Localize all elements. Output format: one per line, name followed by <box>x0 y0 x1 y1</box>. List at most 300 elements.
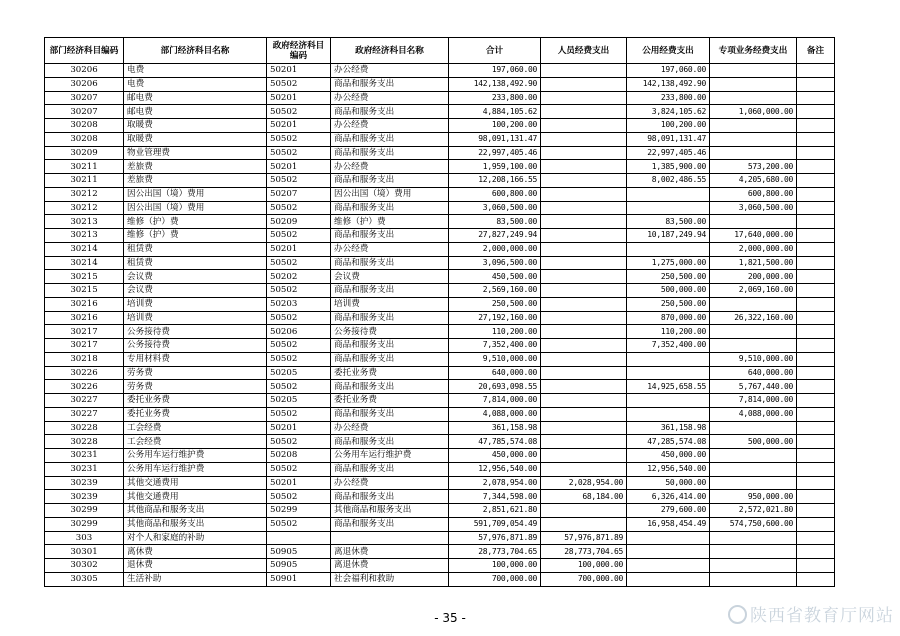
cell-gov-code <box>267 531 331 545</box>
cell-dept-code: 30216 <box>45 297 124 311</box>
cell-public: 197,060.00 <box>627 64 710 78</box>
cell-gov-name: 办公经费 <box>331 91 449 105</box>
cell-total: 450,000.00 <box>449 449 541 463</box>
cell-total: 2,000,000.00 <box>449 242 541 256</box>
cell-dept-code: 30206 <box>45 77 124 91</box>
cell-public: 1,275,000.00 <box>627 256 710 270</box>
table-row <box>45 490 835 504</box>
cell-total: 640,000.00 <box>449 366 541 380</box>
cell-remark <box>797 421 835 435</box>
cell-remark <box>797 160 835 174</box>
cell-dept-code: 30227 <box>45 407 124 421</box>
cell-gov-name: 商品和服务支出 <box>331 490 449 504</box>
cell-dept-code: 30207 <box>45 105 124 119</box>
table-row <box>45 91 835 105</box>
cell-dept-code: 30305 <box>45 572 124 586</box>
cell-personnel <box>541 517 627 531</box>
cell-special <box>710 572 797 586</box>
cell-gov-name <box>331 531 449 545</box>
cell-gov-name: 办公经费 <box>331 476 449 490</box>
cell-personnel: 28,773,704.65 <box>541 545 627 559</box>
cell-special <box>710 325 797 339</box>
cell-dept-code: 30215 <box>45 270 124 284</box>
cell-gov-name: 商品和服务支出 <box>331 311 449 325</box>
cell-dept-name: 邮电费 <box>124 105 267 119</box>
cell-gov-code: 50905 <box>267 545 331 559</box>
table-row <box>45 572 835 586</box>
cell-gov-name: 商品和服务支出 <box>331 284 449 298</box>
cell-personnel <box>541 91 627 105</box>
cell-gov-name: 商品和服务支出 <box>331 174 449 188</box>
cell-special <box>710 77 797 91</box>
cell-dept-code: 30206 <box>45 64 124 78</box>
cell-public: 8,002,486.55 <box>627 174 710 188</box>
cell-public: 98,091,131.47 <box>627 132 710 146</box>
cell-dept-code: 30214 <box>45 242 124 256</box>
cell-gov-name: 商品和服务支出 <box>331 407 449 421</box>
cell-dept-name: 会议费 <box>124 270 267 284</box>
table-row <box>45 476 835 490</box>
cell-personnel <box>541 339 627 353</box>
cell-public: 1,385,900.00 <box>627 160 710 174</box>
cell-total: 22,997,405.46 <box>449 146 541 160</box>
cell-personnel <box>541 352 627 366</box>
cell-personnel <box>541 201 627 215</box>
table-row <box>45 339 835 353</box>
cell-special <box>710 476 797 490</box>
cell-total: 9,510,000.00 <box>449 352 541 366</box>
cell-personnel <box>541 105 627 119</box>
cell-total: 7,814,000.00 <box>449 394 541 408</box>
cell-gov-code: 50502 <box>267 284 331 298</box>
cell-gov-name: 办公经费 <box>331 160 449 174</box>
cell-total: 28,773,704.65 <box>449 545 541 559</box>
cell-gov-name: 商品和服务支出 <box>331 380 449 394</box>
cell-public: 6,326,414.00 <box>627 490 710 504</box>
cell-remark <box>797 407 835 421</box>
cell-dept-name: 差旅费 <box>124 160 267 174</box>
cell-remark <box>797 352 835 366</box>
cell-gov-code: 50502 <box>267 352 331 366</box>
cell-personnel <box>541 187 627 201</box>
table-row <box>45 242 835 256</box>
cell-personnel <box>541 132 627 146</box>
cell-gov-name: 商品和服务支出 <box>331 256 449 270</box>
cell-gov-name: 商品和服务支出 <box>331 462 449 476</box>
cell-public: 83,500.00 <box>627 215 710 229</box>
cell-special: 2,572,021.80 <box>710 504 797 518</box>
cell-remark <box>797 77 835 91</box>
cell-gov-code: 50502 <box>267 77 331 91</box>
cell-total: 4,088,000.00 <box>449 407 541 421</box>
cell-total: 12,208,166.55 <box>449 174 541 188</box>
cell-special: 500,000.00 <box>710 435 797 449</box>
table-row <box>45 545 835 559</box>
cell-dept-code: 30213 <box>45 215 124 229</box>
cell-public <box>627 559 710 573</box>
cell-remark <box>797 545 835 559</box>
table-row <box>45 394 835 408</box>
cell-dept-code: 30217 <box>45 339 124 353</box>
cell-dept-name: 维修（护）费 <box>124 229 267 243</box>
cell-total: 600,800.00 <box>449 187 541 201</box>
table-row <box>45 407 835 421</box>
cell-dept-name: 对个人和家庭的补助 <box>124 531 267 545</box>
header-dept-name: 部门经济科目名称 <box>124 38 267 64</box>
cell-personnel <box>541 242 627 256</box>
cell-remark <box>797 242 835 256</box>
cell-public: 142,138,492.90 <box>627 77 710 91</box>
table-row <box>45 77 835 91</box>
table-row <box>45 421 835 435</box>
header-row <box>45 38 835 64</box>
cell-gov-code: 50205 <box>267 366 331 380</box>
cell-public: 7,352,400.00 <box>627 339 710 353</box>
cell-dept-code: 30218 <box>45 352 124 366</box>
cell-gov-name: 培训费 <box>331 297 449 311</box>
cell-dept-code: 30299 <box>45 504 124 518</box>
cell-remark <box>797 297 835 311</box>
cell-personnel <box>541 394 627 408</box>
cell-dept-code: 30231 <box>45 462 124 476</box>
cell-total: 83,500.00 <box>449 215 541 229</box>
cell-gov-code: 50205 <box>267 394 331 408</box>
cell-dept-code: 30226 <box>45 380 124 394</box>
cell-dept-name: 委托业务费 <box>124 407 267 421</box>
cell-total: 27,192,160.00 <box>449 311 541 325</box>
cell-public <box>627 242 710 256</box>
table-row <box>45 215 835 229</box>
cell-public: 100,200.00 <box>627 119 710 133</box>
cell-special: 1,060,000.00 <box>710 105 797 119</box>
table-row <box>45 146 835 160</box>
cell-remark <box>797 476 835 490</box>
cell-gov-code: 50502 <box>267 435 331 449</box>
cell-public <box>627 531 710 545</box>
cell-remark <box>797 270 835 284</box>
watermark-logo-icon <box>728 605 747 624</box>
table-row <box>45 64 835 78</box>
cell-gov-code: 50905 <box>267 559 331 573</box>
cell-dept-code: 30215 <box>45 284 124 298</box>
cell-remark <box>797 504 835 518</box>
table-row <box>45 132 835 146</box>
table-row <box>45 297 835 311</box>
cell-gov-name: 办公经费 <box>331 421 449 435</box>
cell-total: 100,000.00 <box>449 559 541 573</box>
cell-gov-name: 商品和服务支出 <box>331 352 449 366</box>
cell-gov-name: 离退休费 <box>331 559 449 573</box>
cell-gov-code: 50502 <box>267 311 331 325</box>
cell-dept-name: 物业管理费 <box>124 146 267 160</box>
cell-dept-name: 会议费 <box>124 284 267 298</box>
table-row <box>45 270 835 284</box>
cell-dept-name: 公务接待费 <box>124 325 267 339</box>
cell-personnel <box>541 435 627 449</box>
cell-dept-code: 30216 <box>45 311 124 325</box>
cell-total: 12,956,540.00 <box>449 462 541 476</box>
cell-dept-code: 30228 <box>45 435 124 449</box>
cell-gov-code: 50201 <box>267 421 331 435</box>
cell-dept-name: 电费 <box>124 64 267 78</box>
cell-gov-code: 50203 <box>267 297 331 311</box>
cell-public: 361,158.98 <box>627 421 710 435</box>
cell-special: 2,069,160.00 <box>710 284 797 298</box>
table-row <box>45 435 835 449</box>
cell-remark <box>797 572 835 586</box>
cell-special: 573,200.00 <box>710 160 797 174</box>
cell-special: 574,750,600.00 <box>710 517 797 531</box>
cell-dept-code: 303 <box>45 531 124 545</box>
table-row <box>45 119 835 133</box>
cell-dept-name: 取暖费 <box>124 119 267 133</box>
cell-dept-code: 30212 <box>45 201 124 215</box>
cell-remark <box>797 64 835 78</box>
cell-dept-code: 30207 <box>45 91 124 105</box>
cell-total: 250,500.00 <box>449 297 541 311</box>
cell-public: 450,000.00 <box>627 449 710 463</box>
cell-special: 5,767,440.00 <box>710 380 797 394</box>
header-dept-code: 部门经济科目编码 <box>45 38 124 64</box>
table-row <box>45 449 835 463</box>
cell-public: 250,500.00 <box>627 270 710 284</box>
table-row <box>45 105 835 119</box>
cell-gov-code: 50209 <box>267 215 331 229</box>
cell-dept-name: 劳务费 <box>124 380 267 394</box>
cell-public <box>627 352 710 366</box>
cell-dept-name: 其他交通费用 <box>124 476 267 490</box>
cell-remark <box>797 435 835 449</box>
cell-dept-name: 公务接待费 <box>124 339 267 353</box>
cell-public: 870,000.00 <box>627 311 710 325</box>
cell-personnel <box>541 366 627 380</box>
cell-gov-name: 商品和服务支出 <box>331 339 449 353</box>
cell-public: 3,824,105.62 <box>627 105 710 119</box>
cell-personnel: 57,976,871.89 <box>541 531 627 545</box>
cell-personnel <box>541 270 627 284</box>
header-gov-name: 政府经济科目名称 <box>331 38 449 64</box>
cell-dept-code: 30226 <box>45 366 124 380</box>
cell-public: 22,997,405.46 <box>627 146 710 160</box>
cell-gov-name: 维修（护）费 <box>331 215 449 229</box>
cell-personnel: 68,184.00 <box>541 490 627 504</box>
cell-gov-code: 50201 <box>267 242 331 256</box>
cell-public: 12,956,540.00 <box>627 462 710 476</box>
cell-special <box>710 559 797 573</box>
cell-personnel <box>541 146 627 160</box>
cell-gov-code: 50502 <box>267 146 331 160</box>
cell-public: 110,200.00 <box>627 325 710 339</box>
cell-remark <box>797 215 835 229</box>
cell-total: 3,060,500.00 <box>449 201 541 215</box>
cell-total: 110,200.00 <box>449 325 541 339</box>
cell-special <box>710 421 797 435</box>
cell-dept-name: 因公出国（境）费用 <box>124 187 267 201</box>
cell-gov-name: 委托业务费 <box>331 394 449 408</box>
cell-special: 640,000.00 <box>710 366 797 380</box>
cell-public <box>627 545 710 559</box>
cell-remark <box>797 380 835 394</box>
cell-special <box>710 449 797 463</box>
cell-personnel <box>541 297 627 311</box>
cell-total: 47,785,574.08 <box>449 435 541 449</box>
cell-personnel <box>541 256 627 270</box>
cell-special <box>710 215 797 229</box>
cell-remark <box>797 132 835 146</box>
cell-personnel <box>541 380 627 394</box>
cell-dept-name: 维修（护）费 <box>124 215 267 229</box>
cell-total: 98,091,131.47 <box>449 132 541 146</box>
cell-remark <box>797 105 835 119</box>
cell-gov-code: 50201 <box>267 160 331 174</box>
cell-dept-name: 其他商品和服务支出 <box>124 504 267 518</box>
cell-total: 197,060.00 <box>449 64 541 78</box>
cell-gov-code: 50207 <box>267 187 331 201</box>
cell-dept-code: 30239 <box>45 476 124 490</box>
cell-gov-name: 公务用车运行维护费 <box>331 449 449 463</box>
cell-remark <box>797 531 835 545</box>
cell-remark <box>797 462 835 476</box>
cell-special: 26,322,160.00 <box>710 311 797 325</box>
cell-personnel <box>541 229 627 243</box>
cell-gov-code: 50502 <box>267 407 331 421</box>
cell-special: 7,814,000.00 <box>710 394 797 408</box>
cell-gov-name: 因公出国（境）费用 <box>331 187 449 201</box>
cell-personnel <box>541 421 627 435</box>
cell-gov-name: 商品和服务支出 <box>331 517 449 531</box>
cell-special <box>710 339 797 353</box>
cell-remark <box>797 284 835 298</box>
cell-dept-name: 租赁费 <box>124 242 267 256</box>
cell-dept-name: 委托业务费 <box>124 394 267 408</box>
cell-gov-code: 50502 <box>267 462 331 476</box>
cell-total: 100,200.00 <box>449 119 541 133</box>
cell-dept-code: 30302 <box>45 559 124 573</box>
cell-gov-code: 50299 <box>267 504 331 518</box>
cell-total: 2,851,621.80 <box>449 504 541 518</box>
cell-remark <box>797 394 835 408</box>
header-personnel: 人员经费支出 <box>541 38 627 64</box>
cell-personnel <box>541 119 627 133</box>
cell-special: 4,088,000.00 <box>710 407 797 421</box>
cell-total: 57,976,871.89 <box>449 531 541 545</box>
cell-dept-code: 30228 <box>45 421 124 435</box>
table-row <box>45 559 835 573</box>
cell-personnel <box>541 504 627 518</box>
cell-gov-name: 商品和服务支出 <box>331 132 449 146</box>
cell-special: 1,821,500.00 <box>710 256 797 270</box>
cell-special <box>710 297 797 311</box>
cell-remark <box>797 311 835 325</box>
cell-total: 4,884,105.62 <box>449 105 541 119</box>
cell-gov-name: 社会福利和救助 <box>331 572 449 586</box>
cell-dept-code: 30211 <box>45 160 124 174</box>
cell-public <box>627 394 710 408</box>
cell-total: 142,138,492.90 <box>449 77 541 91</box>
cell-personnel <box>541 215 627 229</box>
cell-remark <box>797 559 835 573</box>
cell-gov-code: 50502 <box>267 517 331 531</box>
cell-dept-code: 30209 <box>45 146 124 160</box>
cell-personnel: 700,000.00 <box>541 572 627 586</box>
cell-dept-code: 30212 <box>45 187 124 201</box>
cell-special <box>710 531 797 545</box>
cell-dept-name: 劳务费 <box>124 366 267 380</box>
cell-special: 9,510,000.00 <box>710 352 797 366</box>
cell-public: 16,958,454.49 <box>627 517 710 531</box>
header-public: 公用经费支出 <box>627 38 710 64</box>
cell-gov-name: 商品和服务支出 <box>331 77 449 91</box>
cell-remark <box>797 366 835 380</box>
table-row <box>45 352 835 366</box>
cell-gov-code: 50502 <box>267 174 331 188</box>
cell-dept-name: 培训费 <box>124 311 267 325</box>
table-row <box>45 284 835 298</box>
cell-dept-code: 30211 <box>45 174 124 188</box>
header-remark: 备注 <box>797 38 835 64</box>
cell-special: 2,000,000.00 <box>710 242 797 256</box>
cell-gov-code: 50502 <box>267 201 331 215</box>
cell-dept-name: 其他商品和服务支出 <box>124 517 267 531</box>
cell-total: 20,693,098.55 <box>449 380 541 394</box>
cell-gov-code: 50502 <box>267 490 331 504</box>
cell-public: 47,285,574.08 <box>627 435 710 449</box>
cell-remark <box>797 449 835 463</box>
page-number: - 35 - <box>434 611 466 625</box>
header-special: 专项业务经费支出 <box>710 38 797 64</box>
cell-dept-name: 退休费 <box>124 559 267 573</box>
table-row <box>45 517 835 531</box>
cell-personnel <box>541 325 627 339</box>
cell-dept-code: 30301 <box>45 545 124 559</box>
cell-public: 50,000.00 <box>627 476 710 490</box>
cell-gov-code: 50206 <box>267 325 331 339</box>
cell-total: 7,344,598.00 <box>449 490 541 504</box>
cell-dept-name: 培训费 <box>124 297 267 311</box>
cell-total: 2,569,160.00 <box>449 284 541 298</box>
cell-gov-code: 50502 <box>267 380 331 394</box>
budget-table <box>44 37 835 587</box>
cell-remark <box>797 146 835 160</box>
cell-special: 17,640,000.00 <box>710 229 797 243</box>
cell-gov-name: 办公经费 <box>331 242 449 256</box>
cell-special <box>710 545 797 559</box>
cell-gov-code: 50201 <box>267 476 331 490</box>
cell-dept-name: 因公出国（境）费用 <box>124 201 267 215</box>
cell-gov-code: 50502 <box>267 229 331 243</box>
table-row <box>45 504 835 518</box>
cell-public: 233,800.00 <box>627 91 710 105</box>
cell-dept-code: 30227 <box>45 394 124 408</box>
cell-dept-name: 生活补助 <box>124 572 267 586</box>
cell-gov-name: 办公经费 <box>331 119 449 133</box>
table-row <box>45 229 835 243</box>
cell-personnel <box>541 462 627 476</box>
cell-special: 200,000.00 <box>710 270 797 284</box>
cell-gov-name: 商品和服务支出 <box>331 146 449 160</box>
cell-special <box>710 132 797 146</box>
cell-personnel <box>541 64 627 78</box>
cell-gov-name: 商品和服务支出 <box>331 435 449 449</box>
cell-public <box>627 407 710 421</box>
cell-public <box>627 366 710 380</box>
cell-total: 27,827,249.94 <box>449 229 541 243</box>
cell-gov-name: 商品和服务支出 <box>331 229 449 243</box>
cell-gov-code: 50502 <box>267 339 331 353</box>
table-row <box>45 256 835 270</box>
cell-special: 3,060,500.00 <box>710 201 797 215</box>
cell-dept-name: 工会经费 <box>124 421 267 435</box>
